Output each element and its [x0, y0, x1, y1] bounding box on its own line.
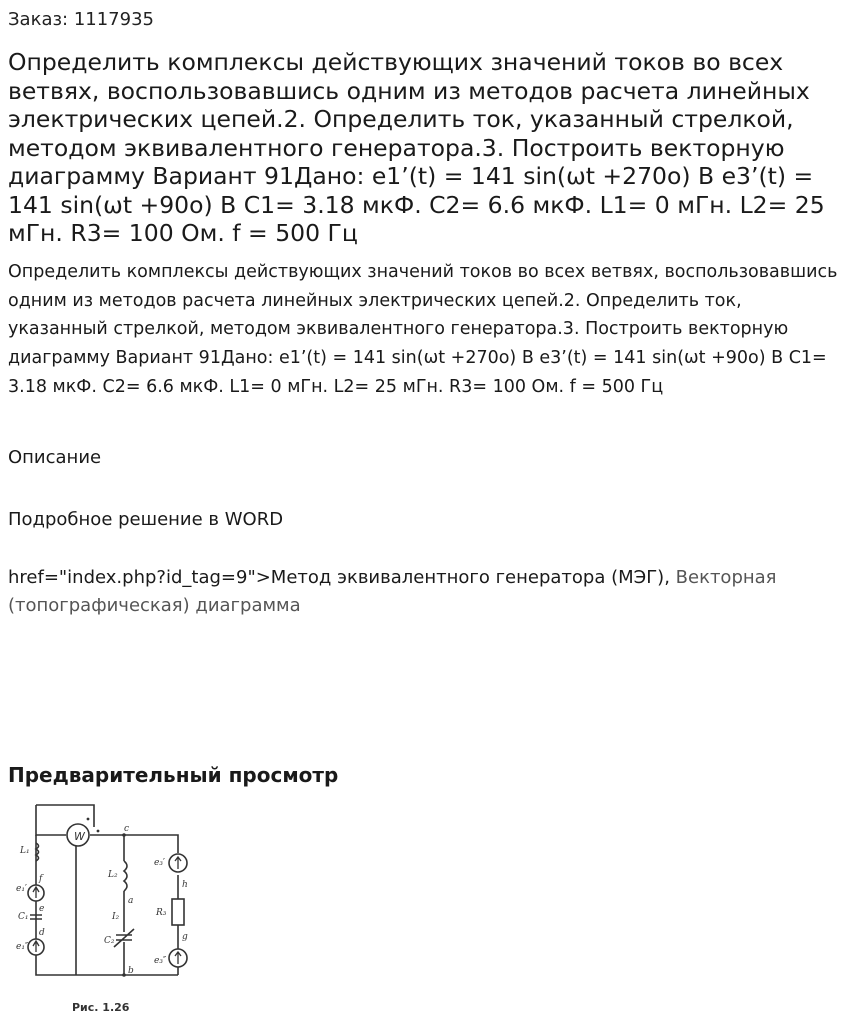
wattmeter-terminal-dot — [87, 818, 90, 821]
preview-heading: Предварительный просмотр — [8, 763, 339, 787]
label-node-a: a — [128, 896, 134, 906]
label-node-d: d — [39, 928, 45, 938]
circuit-preview-image[interactable] — [8, 797, 198, 1022]
solution-note: Подробное решение в WORD — [8, 509, 284, 530]
task-text: Определить комплексы действующих значений токов во всех ветвях, воспользовавшись одним из методов расчета линейных электрических цепей.2. Определить ток, указанный стрелкой, методом эквивалентного генератора.3. Построить векторную диаграмму Вариант 91Дано: e1’(t) = 141 sin(ωt +270o) В e3’(t) = 141 sin(ωt +90o) В C1= 3.18 мкФ. C2= 6.6 мкФ. L1= 0 мГн. L2= 25 мГн. R3= 100 Ом. f = 500 Гц — [8, 262, 838, 397]
label-c2: C₂ — [104, 936, 115, 946]
label-l1: L₁ — [20, 846, 30, 856]
wire-left-bottom — [36, 835, 178, 975]
label-e3-prime: e₃′ — [154, 858, 165, 868]
label-node-g: g — [182, 932, 188, 942]
label-c1: C₁ — [18, 912, 29, 922]
tags-line — [8, 564, 838, 620]
description-label: Описание — [8, 447, 102, 468]
label-node-h: h — [182, 880, 188, 890]
label-l2: L₂ — [108, 870, 118, 880]
resistor-r3 — [172, 899, 184, 925]
label-e1-dprime: e₁″ — [16, 942, 29, 952]
label-e1-prime: e₁′ — [16, 884, 27, 894]
inductor-l2 — [124, 861, 127, 891]
node-b-dot — [122, 973, 126, 977]
label-node-f: f — [39, 874, 43, 884]
label-r3: R₃ — [156, 908, 167, 918]
label-node-e: e — [39, 904, 45, 914]
label-node-b: b — [128, 966, 134, 976]
order-number: Заказ: 1117935 — [8, 9, 154, 30]
label-i2: I₂ — [112, 912, 120, 922]
figure-caption: Рис. 1.26 — [72, 1001, 130, 1014]
wire-top-loop — [36, 805, 94, 827]
task-title: Определить комплексы действующих значений токов во всех ветвях, воспользовавшись одним из методов расчета линейных электрических цепей.2. Определить ток, указанный стрелкой, методом эквивалентного генератора.3. Построить векторную диаграмму Вариант 91Дано: e1’(t) = 141 sin(ωt +270o) В e3’(t) = 141 sin(ωt +90o) В C1= 3.18 мкФ. C2= 6.6 мкФ. L1= 0 мГн. L2= 25 мГн. R3= 100 Ом. f = 500 Гц — [8, 48, 825, 247]
wattmeter-terminal-dot-2 — [97, 830, 100, 833]
wire-top-left — [36, 805, 66, 835]
wattmeter-label: W — [74, 830, 85, 843]
wire-top-right — [90, 835, 178, 853]
tag-link-vector-diagram[interactable]: Векторная (топографическая) диаграмма — [8, 567, 777, 616]
label-e3-dprime: e₃″ — [154, 956, 167, 966]
circuit-diagram — [8, 797, 198, 1022]
tag-raw-text: href="index.php?id_tag=9">Метод эквивалентного генератора (МЭГ), — [8, 567, 670, 588]
label-node-c: c — [124, 824, 130, 834]
